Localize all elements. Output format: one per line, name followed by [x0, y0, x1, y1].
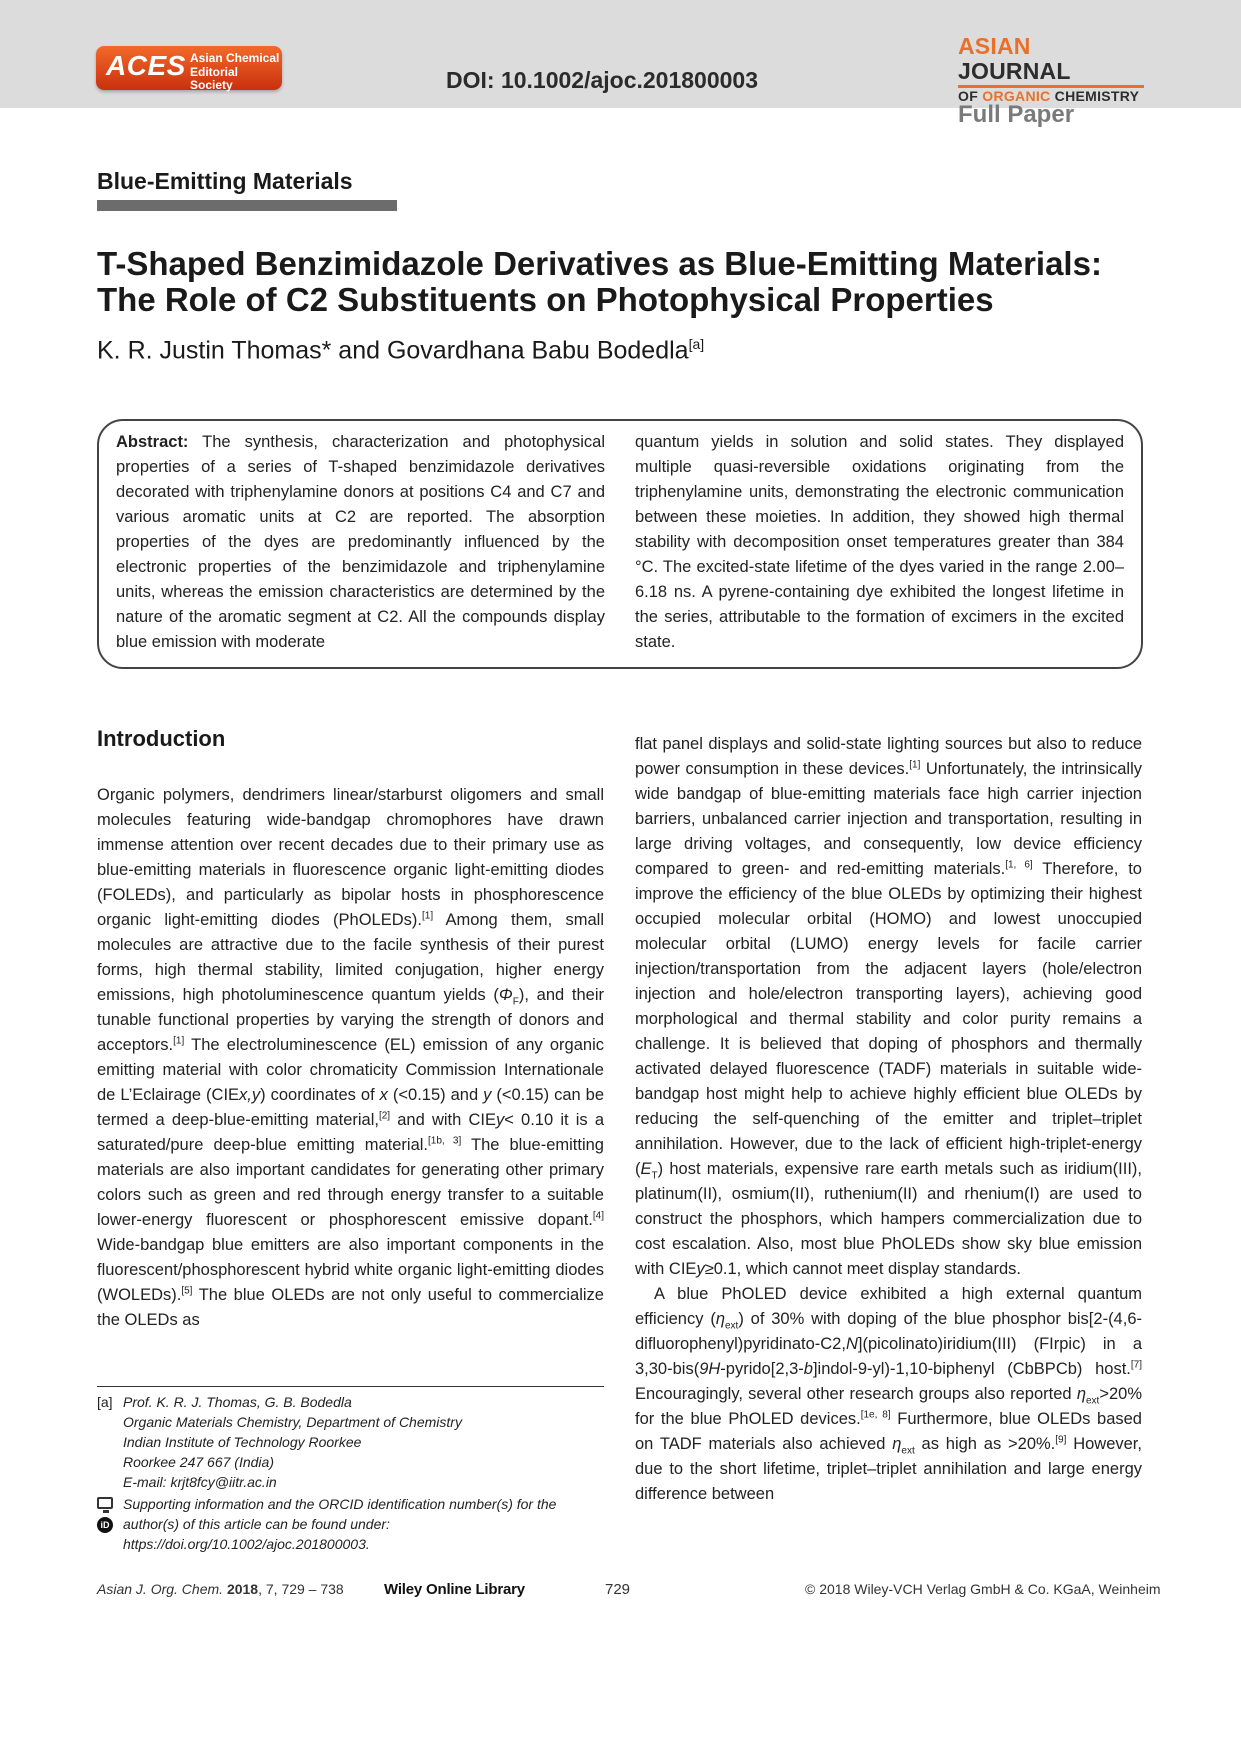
- footer-year: 2018: [226, 1581, 259, 1597]
- journal-word-chemistry: CHEMISTRY: [1054, 88, 1140, 104]
- orcid-icon: iD: [97, 1517, 113, 1533]
- footnote-tag: [a]: [97, 1394, 113, 1410]
- abstract-text-left: The synthesis, characterization and photophysical properties of a series of T-shaped benzimidazole derivatives decorated with triphenylamine donors at positions C4 and C7 and various aromatic units at C2 are reported. The absorption properties of the dyes are predominantly influenced by the electronic properties of the benzimidazole and triphenylamine units, whereas the emission characteristics are determined by the nature of the aromatic segment at C2. All the compounds display blue emission with moderate: [116, 433, 605, 651]
- citation-ref[interactable]: [1, 6]: [1005, 859, 1033, 871]
- citation-ref[interactable]: [1]: [909, 759, 921, 771]
- body-right-column: [635, 732, 1142, 1507]
- citation-ref[interactable]: [1e, 8]: [860, 1409, 891, 1421]
- footnote-address: Roorkee 247 667 (India): [123, 1454, 274, 1470]
- authors-text: K. R. Justin Thomas* and Govardhana Babu Bodedla: [97, 336, 689, 365]
- journal-header-band: [0, 0, 1241, 128]
- citation-ref[interactable]: [2]: [378, 1110, 391, 1122]
- article-doi: DOI: 10.1002/ajoc.201800003: [446, 67, 759, 93]
- article-type: Full Paper: [958, 101, 1075, 128]
- copyright-notice: © 2018 Wiley-VCH Verlag GmbH & Co. KGaA, Weinheim: [805, 1581, 1161, 1597]
- supporting-info-text[interactable]: Supporting information and the ORCID identification number(s) for the author(s) of this article can be found under: https://doi.org/10.1002/ajoc.201800003.: [123, 1496, 557, 1552]
- footnote-authors: Prof. K. R. J. Thomas, G. B. Bodedla: [123, 1394, 352, 1410]
- footnote-body: [123, 1392, 604, 1492]
- section-tag-bar: [97, 200, 397, 211]
- title-line-2: The Role of C2 Substituents on Photophysical Properties: [97, 281, 994, 318]
- journal-word-of: OF: [958, 88, 979, 104]
- journal-logo-line1: [958, 34, 1148, 84]
- footer-citation: [97, 1581, 344, 1597]
- footnote-institute: Indian Institute of Technology Roorkee: [123, 1434, 362, 1450]
- abstract-label: Abstract:: [116, 433, 189, 451]
- journal-word-journal: JOURNAL: [958, 58, 1071, 84]
- citation-ref[interactable]: [5]: [181, 1285, 193, 1297]
- footnote-rule: [97, 1386, 604, 1387]
- title-line-1: T-Shaped Benzimidazole Derivatives as Blue-Emitting Materials:: [97, 245, 1102, 282]
- citation-ref[interactable]: [7]: [1130, 1359, 1142, 1371]
- citation-ref[interactable]: [1]: [173, 1035, 185, 1047]
- abstract-left-column: [116, 430, 605, 655]
- monitor-icon: [97, 1497, 113, 1509]
- aces-logo: [96, 46, 282, 90]
- intro-paragraph-1-cont: flat panel displays and solid-state lighting sources but also to reduce power consumption in these devices.[1] Unfortunately, the intrinsically wide bandgap of blue-emitting materials face high carrier injection barriers, unbalanced carrier injection and transportation, resulting in large driving voltages, and consequently, low device efficiency compared to green- and red-emitting materials.[1, 6] Therefore, to improve the efficiency of the blue OLEDs by optimizing their highest occupied molecular orbital (HOMO) and lowest unoccupied molecular orbital (LUMO) energy levels for facile carrier injection/transportation from the adjacent layers (hole/electron injection and hole/electron transporting layers), achieving good morphological and thermal stability and color purity remains a challenge. It is believed that doping of phosphors and thermally activated delayed fluorescence (TADF) materials in suitable wide-bandgap host might help to achieve highly efficient blue OLEDs by reducing the self-quenching of the emitter and triplet–triplet annihilation. However, due to the lack of efficient high-triplet-energy $(E_T)$ host materials, expensive rare earth metals such as iridium(III), platinum(II), osmium(II), ruthenium(II) and rhenium(I) are used to construct the phosphors, which hampers commercialization due to cost escalation. Also, most blue PhOLEDs show sky blue emission with CIEy≥0.1, which cannot meet display standards.: [635, 735, 1143, 1278]
- author-list: [97, 336, 704, 365]
- aces-logo-line2: Editorial Society: [190, 65, 239, 92]
- journal-word-organic: ORGANIC: [982, 88, 1051, 104]
- citation-ref[interactable]: [1b, 3]: [428, 1135, 462, 1147]
- journal-logo: [958, 34, 1148, 127]
- citation-ref[interactable]: [9]: [1055, 1434, 1067, 1446]
- citation-ref[interactable]: [1]: [421, 910, 434, 922]
- abstract-right-column: [635, 430, 1124, 655]
- intro-paragraph-2: A blue PhOLED device exhibited a high external quantum efficiency $(\eta_{ext})$ of 30% with doping of the blue phosphor bis[2-(4,6-difluorophenyl)pyridinato-C2,N](picolinato)iridium(III) (FIrpic) in a 3,30-bis(9H-pyrido[2,3-b]indol-9-yl)-1,10-biphenyl (CbBPCb) host.[7] Encouragingly, several other research groups also reported $\eta_{ext}>20\%$ for the blue PhOLED devices.[1e, 8] Furthermore, blue OLEDs based on TADF materials also achieved $\eta_{ext}$ as high as >20%.[9] However, due to the short lifetime, triplet–triplet annihilation and large energy difference between: [635, 1285, 1142, 1503]
- affiliation-footnote: [97, 1392, 604, 1492]
- footnote-email[interactable]: E-mail: krjt8fcy@iitr.ac.in: [123, 1474, 277, 1490]
- body-left-column: [97, 783, 604, 1333]
- footer-journal-abbr: Asian J. Org. Chem.: [97, 1581, 224, 1597]
- aces-logo-word: ACES: [106, 50, 186, 81]
- journal-word-asian: ASIAN: [958, 33, 1031, 59]
- introduction-heading: Introduction: [97, 726, 226, 751]
- aces-logo-line1: Asian Chemical: [190, 51, 280, 65]
- page-number: 729: [605, 1581, 631, 1598]
- article-title: [97, 246, 1157, 318]
- abstract-text-right: quantum yields in solution and solid states. They displayed multiple quasi-reversible oxidations originating from the triphenylamine units, demonstrating the electronic communication between these moieties. In addition, they showed high thermal stability with decomposition onset temperatures greater than 384 °C. The excited-state lifetime of the dyes varied in the range 2.00–6.18 ns. A pyrene-containing dye exhibited the longest lifetime in the series, attributable to the formation of excimers in the excited state.: [635, 433, 1124, 651]
- author-affiliation-mark: [a]: [688, 336, 705, 352]
- intro-paragraph-1: Organic polymers, dendrimers linear/starburst oligomers and small molecules featuring wide-bandgap chromophores have drawn immense attention over recent decades due to their primary use as blue-emitting materials in fluorescence organic light-emitting diodes (FOLEDs), and particularly as bipolar hosts in phosphorescence organic light-emitting diodes (PhOLEDs).[1] Among them, small molecules are attractive due to the facile synthesis of their purest forms, high thermal stability, limited conjugation, higher energy emissions, high photoluminescence quantum yields $(\Phi_F)$, and their tunable functional properties by varying the strength of donors and acceptors.[1] The electroluminescence (EL) emission of any organic emitting material with color chromaticity Commission Internationale de L’Eclairage (CIEx,y) coordinates of x (<0.15) and y (<0.15) can be termed a deep-blue-emitting material,[2] and with CIEy< 0.10 it is a saturated/pure deep-blue emitting material.[1b, 3] The blue-emitting materials are also important candidates for generating other primary colors such as green and red through energy transfer to a suitable lower-energy fluorescent or phosphorescent emissive dopant.[4] Wide-bandgap blue emitters are also important components in the fluorescent/phosphorescent hybrid white organic light-emitting diodes (WOLEDs).[5] The blue OLEDs are not only useful to commercialize the OLEDs as: [97, 786, 605, 1329]
- footer-volume-pages: , 7, 729 – 738: [258, 1581, 344, 1597]
- supporting-info-note: [97, 1494, 604, 1554]
- wiley-online-library-link[interactable]: Wiley Online Library: [384, 1581, 525, 1598]
- footnote-department: Organic Materials Chemistry, Department of Chemistry: [123, 1414, 462, 1430]
- section-tag: Blue-Emitting Materials: [97, 168, 353, 194]
- citation-ref[interactable]: [4]: [592, 1210, 604, 1222]
